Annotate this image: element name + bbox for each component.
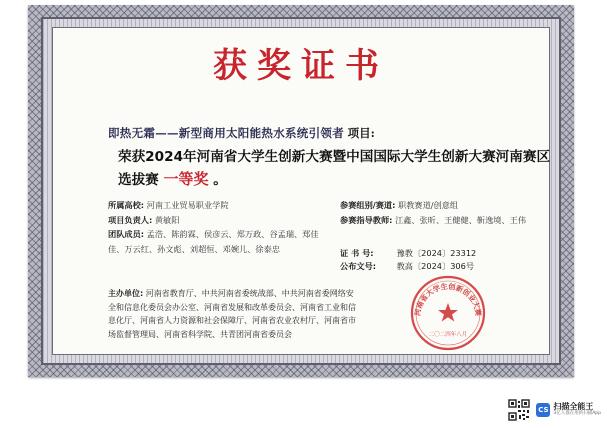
cert-no-label: 证 书 号: <box>340 248 374 258</box>
award-end: 。 <box>213 172 227 188</box>
seal-text: 河南省大学生创新创业大赛 <box>412 281 484 317</box>
qr-code-icon <box>508 399 530 421</box>
seal-date: 二〇二四年八月 <box>428 332 468 338</box>
members-row <box>108 227 328 256</box>
track-row <box>340 198 560 213</box>
team-info <box>108 198 328 256</box>
brand-name: 扫描全能王 <box>553 402 594 412</box>
track-value: 职教赛道/创意组 <box>398 200 459 210</box>
award-text: 荣获2024年河南省大学生创新大赛暨中国国际大学生创新大赛河南赛区选拔赛 <box>118 149 551 188</box>
cert-no-row <box>340 247 476 260</box>
school-row <box>108 198 328 213</box>
organizers-value: 河南省教育厅、中共河南省委统战部、中共河南省委网络安全和信息化委员会办公室、河南省发展和改革委员会、河南省工业和信息化厅、河南省人力资源和社会保障厅、河南省农业农村厅、河南省市场监督管理局、河南省科学院、共青团河南省委员会 <box>108 289 356 339</box>
leader-value: 黄敏阳 <box>154 214 180 225</box>
track-label: 参赛组别/赛道: <box>340 200 396 210</box>
members-value: 孟浩、陈韵霖、侯彦云、郑万政、谷孟瑞、郑佳佳、万云红、孙文彪、刘超恒、邓婉儿、徐泰忠 <box>108 229 319 254</box>
brand-badge <box>536 403 601 417</box>
school-label: 所属高校: <box>108 200 145 210</box>
cert-no-value: 豫教〔2024〕23312 <box>396 248 477 258</box>
school-value: 河南工业贸易职业学院 <box>146 200 229 210</box>
certificate <box>28 5 574 377</box>
doc-no-value: 教高〔2024〕306号 <box>396 261 475 271</box>
certificate-title: 获奖证书 <box>213 46 389 86</box>
project-label: 项目: <box>347 126 375 140</box>
track-info <box>340 198 560 227</box>
doc-no-label: 公布文号: <box>340 261 377 271</box>
organizers-label: 主办单位: <box>108 289 144 298</box>
award-prize: 一等奖 <box>163 170 209 188</box>
scanner-watermark <box>508 398 601 422</box>
official-seal <box>408 273 488 353</box>
leader-row <box>108 213 328 228</box>
project-line <box>108 125 375 141</box>
members-label: 团队成员: <box>108 229 145 239</box>
brand-subtitle: 3亿人都在用的扫描App <box>553 411 601 417</box>
project-name: 即热无霜——新型商用太阳能热水系统引领者 <box>108 126 344 140</box>
camscanner-icon: CS <box>536 403 550 417</box>
seal-star-icon <box>438 303 458 322</box>
leader-label: 项目负责人: <box>108 214 153 225</box>
certificate-numbers <box>340 247 476 273</box>
mentors-value: 江鑫、张昕、王健健、靳逸境、王伟 <box>395 214 527 225</box>
award-statement <box>118 146 558 191</box>
doc-no-row <box>340 260 476 273</box>
organizers <box>108 287 358 341</box>
mentors-row <box>340 213 560 228</box>
mentors-label: 参赛指导教师: <box>340 214 393 225</box>
